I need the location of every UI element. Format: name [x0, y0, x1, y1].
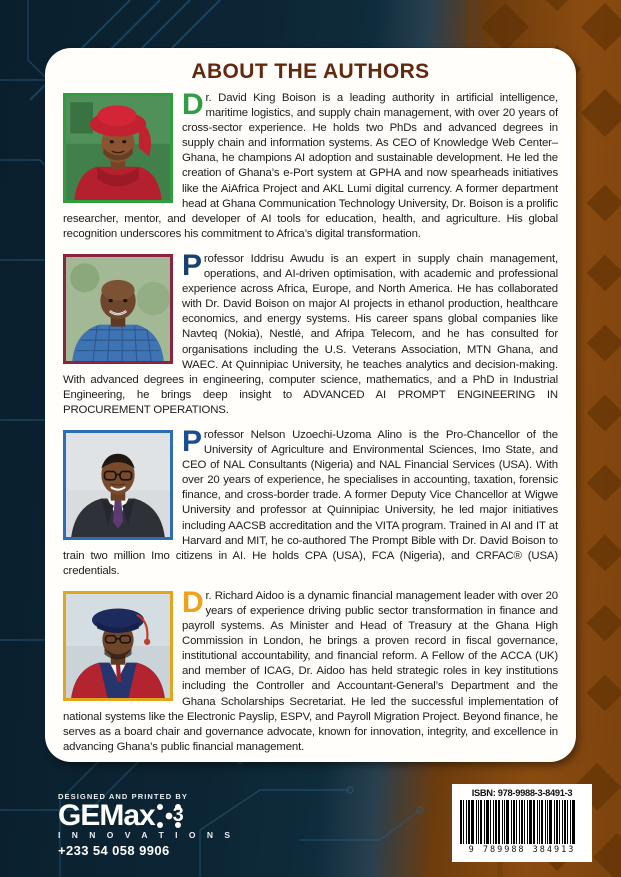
author-photo-alino — [63, 430, 173, 540]
logo-suffix: 3 — [172, 804, 184, 826]
barcode-digits: 9 789988 384913 — [468, 845, 576, 855]
author-bio-boison — [63, 88, 558, 242]
bio-body: r. David King Boison is a leading authority in artificial intelligence, maritime logistics, and supply chain management, with over 20 years of cross-sector experience. He holds two PhDs and advanced degrees in supply chain and information systems. As CEO of Knowledge Web Center–Ghana, he champions AI adoption and sustainable development. He led the creation of Ghana’s e-Port system at GPHA and now spearheads initiatives like the AiAfrica Project and AKL Lumi digital currency. A former department head at Ghana Communication Technology University, Dr. Boison is a prolific researcher, mentor, and developer of AI tools for education, health, and agriculture. His global recognition underscores his commitment to Africa’s digital transformation. — [63, 92, 558, 240]
barcode-bars — [457, 800, 587, 844]
portrait-academic-gown-icon — [66, 594, 170, 698]
author-photo-aidoo — [63, 591, 173, 701]
dropcap-initial: P — [182, 424, 202, 458]
author-bio-aidoo — [63, 585, 558, 755]
dropcap-initial: P — [182, 248, 202, 282]
innovations-label: I N N O V A T I O N S — [58, 830, 235, 840]
author-bio-alino — [63, 424, 558, 579]
author-photo-awudu — [63, 254, 173, 364]
dotted-x-icon — [156, 803, 182, 829]
portrait-red-regalia-icon — [66, 96, 170, 200]
dropcap-initial: D — [182, 88, 204, 121]
bio-body: r. Richard Aidoo is a dynamic financial management leader with over 20 years of experience driving public sector transformation in finance and payroll systems. As Minister and Head of Treasury at the Ghana High Commission in London, he brings a proven record in fiscal governance, institutional accountability, and financial reform. A Fellow of the ACCA (UK) and member of ICAG, Dr. Aidoo has held strategic roles in key institutions including the Controller and Accountant-General’s Department and the Ghana Scholarships Secretariat. He led the successful implementation of national systems like the Electronic Payslip, ESPV, and Payroll Migration Project. Beyond finance, he serves as a board chair and governance advocate, known for innovation, integrity, and excellence in advancing Ghana’s public financial management. — [63, 589, 558, 753]
author-photo-boison — [63, 93, 173, 203]
footer — [0, 762, 621, 877]
dropcap-initial: D — [182, 585, 204, 619]
bio-body: rofessor Iddrisu Awudu is an expert in supply chain management, operations, and AI-driven optimisation, with academic and professional experience across Africa, Europe, and North America. He has collaborated with Dr. David Boison on major AI projects in ethanol production, healthcare economics, and energy systems. His career spans global companies like Navteq (Nokia), Nestlé, and Afripa Telecom, and he has consulted for organisations including the U.S. Veterans Association, MTN Ghana, and WAEC. At Quinnipiac University, he teaches analytics and decision-making. With advanced degrees in engineering, computer science, mathematics, and a PhD in Industrial Engineering, he brings deep insight to ADVANCED AI PROMPT ENGINEERING IN PROCUREMENT OPERATIONS. — [63, 252, 558, 416]
author-bio-awudu — [63, 248, 558, 418]
isbn-label: ISBN: 978-9988-3-8491-3 — [471, 788, 573, 798]
isbn-block — [452, 784, 592, 862]
portrait-dark-suit-icon — [66, 433, 170, 537]
printer-block — [58, 792, 235, 858]
gemax-logo-text: GEMax — [58, 799, 155, 832]
portrait-blue-shirt-icon — [66, 257, 170, 361]
printer-logo — [58, 799, 235, 832]
phone-number: +233 54 058 9906 — [58, 843, 170, 858]
bio-body: rofessor Nelson Uzoechi-Uzoma Alino is the Pro-Chancellor of the University of Agriculture and Environmental Sciences, Imo State, and CEO of NAL Consultants (Nigeria) and NAL Financial Services (USA). With over 20 years of experience, he specialises in accounting, taxation, forensic finance, and cross-border trade. A former Deputy Vice Chancellor at Wigwe University and professor at Quinnipiac University, he led major initiatives including AACSB accreditation and the VITA program. Trained in AI and IT at Harvard and MIT, he co-authored The Prompt Bible with Dr. David Boison to train two million Imo citizens in AI. He holds CPA (USA), FCA (Nigeria), and CRFAC® (USA) credentials. — [63, 428, 558, 577]
about-authors-card — [45, 48, 576, 762]
printer-label: DESIGNED AND PRINTED BY — [58, 792, 189, 801]
page-title: ABOUT THE AUTHORS — [191, 60, 430, 83]
